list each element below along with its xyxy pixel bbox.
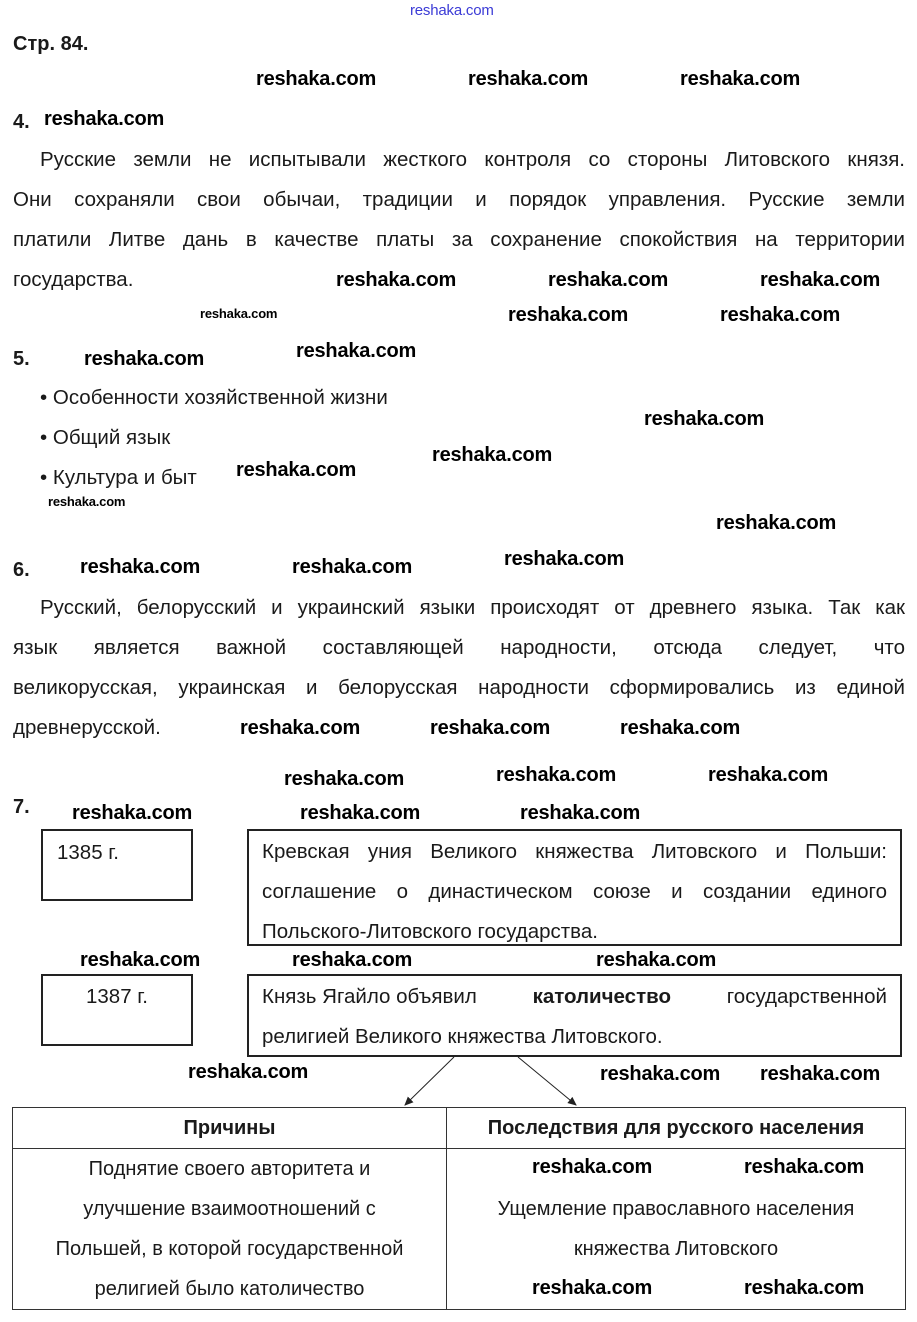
watermark: reshaka.com	[468, 68, 589, 90]
watermark: reshaka.com	[284, 768, 405, 790]
watermark: reshaka.com	[720, 304, 841, 326]
event-keyword: католичество	[532, 985, 671, 1008]
arrow-to-causes	[405, 1057, 454, 1105]
watermark: reshaka.com	[84, 348, 205, 370]
watermark: reshaka.com	[430, 717, 551, 739]
watermark: reshaka.com	[432, 444, 553, 466]
question-number-4: 4.	[13, 111, 30, 133]
watermark: reshaka.com	[410, 2, 494, 19]
cause-line: Поднятие своего авторитета и	[88, 1158, 371, 1180]
q6-line: древнерусской.	[13, 716, 161, 739]
watermark: reshaka.com	[188, 1061, 309, 1083]
event-line: соглашение о династическом союзе и создании единого	[262, 880, 887, 903]
arrow-to-consequences	[518, 1057, 576, 1105]
cause-line: религией было католичество	[94, 1278, 365, 1300]
q4-line: государства.	[13, 268, 134, 291]
q4-line: Русские земли не испытывали жесткого контроля со стороны Литовского князя.	[40, 148, 905, 171]
question-number-6: 6.	[13, 559, 30, 581]
consequence-line: княжества Литовского	[573, 1238, 779, 1260]
q4-line: платили Литве дань в качестве платы за сохранение спокойствия на территории	[13, 228, 905, 251]
watermark: reshaka.com	[744, 1156, 865, 1178]
watermark: reshaka.com	[48, 494, 126, 509]
watermark: reshaka.com	[744, 1277, 865, 1299]
q6-line: язык является важной составляющей народности, отсюда следует, что	[13, 636, 905, 659]
header-consequences: Последствия для русского населения	[447, 1108, 906, 1149]
q6-line: Русский, белорусский и украинский языки происходят от древнего языка. Так как	[40, 596, 905, 619]
question-number-5: 5.	[13, 348, 30, 370]
event-line: Польского-Литовского государства.	[262, 920, 598, 943]
causes-cell	[13, 1149, 447, 1310]
header-causes: Причины	[13, 1108, 447, 1149]
watermark: reshaka.com	[44, 108, 165, 130]
watermark: reshaka.com	[80, 556, 201, 578]
watermark: reshaka.com	[72, 802, 193, 824]
question-number-7: 7.	[13, 796, 30, 818]
watermark: reshaka.com	[620, 717, 741, 739]
watermark: reshaka.com	[236, 459, 357, 481]
watermark: reshaka.com	[504, 548, 625, 570]
event-line: Кревская уния Великого княжества Литовского и Польши:	[262, 840, 887, 863]
watermark: reshaka.com	[600, 1063, 721, 1085]
watermark: reshaka.com	[296, 340, 417, 362]
watermark: reshaka.com	[240, 717, 361, 739]
watermark: reshaka.com	[644, 408, 765, 430]
bullet-item: • Особенности хозяйственной жизни	[40, 386, 388, 409]
watermark: reshaka.com	[200, 306, 278, 321]
watermark: reshaka.com	[496, 764, 617, 786]
year-label: 1387 г.	[86, 985, 148, 1008]
watermark: reshaka.com	[532, 1277, 653, 1299]
q4-line: Они сохраняли свои обычаи, традиции и порядок управления. Русские земли	[13, 188, 905, 211]
watermark: reshaka.com	[80, 949, 201, 971]
watermark: reshaka.com	[336, 269, 457, 291]
page-title: Стр. 84.	[13, 33, 89, 55]
watermark: reshaka.com	[300, 802, 421, 824]
bullet-item: • Общий язык	[40, 426, 171, 449]
watermark: reshaka.com	[256, 68, 377, 90]
watermark: reshaka.com	[716, 512, 837, 534]
watermark: reshaka.com	[532, 1156, 653, 1178]
watermark: reshaka.com	[508, 304, 629, 326]
year-label: 1385 г.	[57, 841, 119, 864]
event-text: Князь Ягайло объявил	[262, 985, 477, 1008]
watermark: reshaka.com	[292, 556, 413, 578]
event-text: государственной	[726, 985, 887, 1008]
watermark: reshaka.com	[760, 1063, 881, 1085]
consequence-line: Ущемление православного населения	[497, 1198, 855, 1220]
watermark: reshaka.com	[292, 949, 413, 971]
cause-line: улучшение взаимоотношений с	[83, 1198, 376, 1220]
watermark: reshaka.com	[520, 802, 641, 824]
watermark: reshaka.com	[680, 68, 801, 90]
watermark: reshaka.com	[708, 764, 829, 786]
bullet-item: • Культура и быт	[40, 466, 197, 489]
cause-line: Польшей, в которой государственной	[55, 1238, 404, 1260]
watermark: reshaka.com	[760, 269, 881, 291]
watermark: reshaka.com	[596, 949, 717, 971]
event-line: религией Великого княжества Литовского.	[262, 1025, 663, 1048]
q6-line: великорусская, украинская и белорусская народности сформировались из единой	[13, 676, 905, 699]
watermark: reshaka.com	[548, 269, 669, 291]
